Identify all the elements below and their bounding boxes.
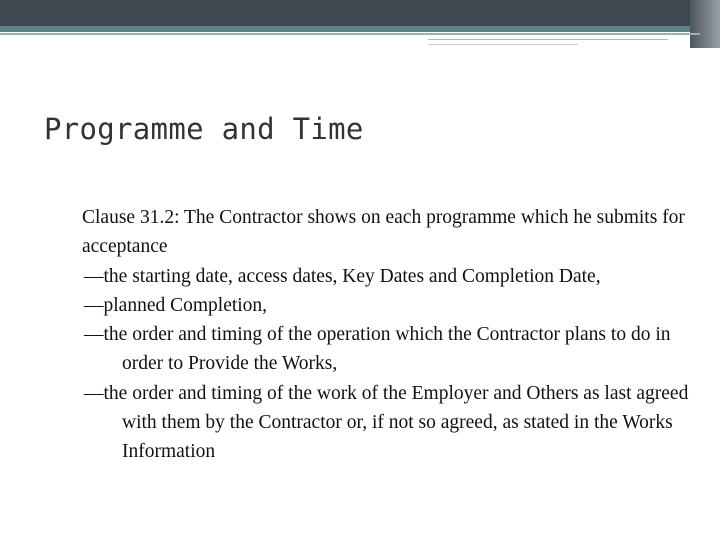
clause-item: —the order and timing of the work of the Employer and Others as last agreed with them by the Contractor or, if not so agreed, as stated in the Works Information (84, 382, 689, 463)
clause-intro: Clause 31.2: The Contractor shows on each programme which he submits for acceptance (82, 207, 685, 258)
banner-accent-line-short (428, 44, 578, 45)
slide-body (82, 203, 702, 467)
clause-item: —the order and timing of the operation which the Contractor plans to do in order to Provide the Works, (84, 324, 671, 375)
clause-item: —planned Completion, (84, 294, 268, 316)
clause-item: —the starting date, access dates, Key Dates and Completion Date, (84, 265, 601, 287)
banner-teal-stripe (0, 26, 720, 32)
banner-divider-line (0, 33, 700, 35)
banner-accent-line (428, 39, 668, 40)
banner-corner-block (690, 0, 720, 48)
slide-title: Programme and Time (44, 112, 364, 146)
banner-dark-bar (0, 0, 720, 26)
clause-item-list (82, 262, 702, 467)
